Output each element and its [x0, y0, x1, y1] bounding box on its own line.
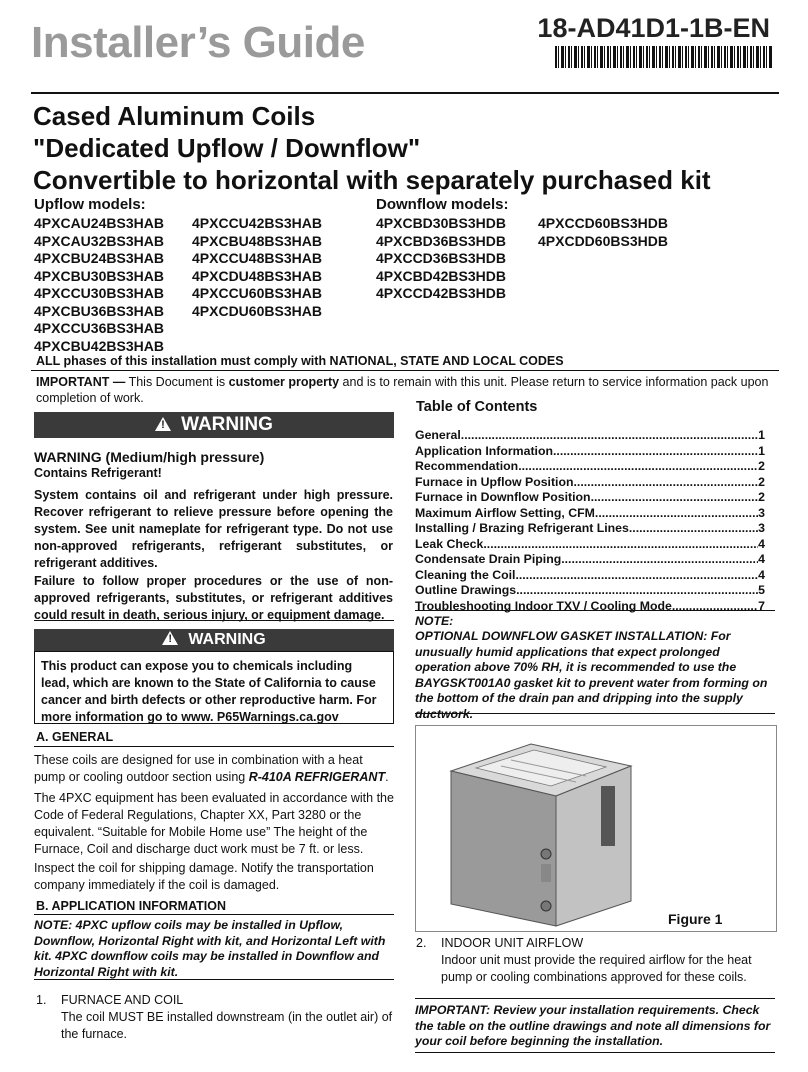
model-item: 4PXCBD42BS3HDB — [376, 267, 506, 284]
application-note: NOTE: 4PXC upflow coils may be installed in Upflow, Downflow, Horizontal Right with kit, and Horizontal Left with kit. 4PXC downflow coils may be installed in Downflow and Horizontal Right with kit. — [34, 918, 386, 979]
model-item: 4PXCBU24BS3HAB — [34, 250, 164, 266]
model-item: 4PXCDU48BS3HAB — [192, 267, 322, 284]
warning-rule — [34, 620, 394, 621]
toc-title: Table of Contents — [416, 399, 538, 415]
toc-entry-page: 4 — [758, 567, 765, 582]
barcode — [555, 46, 773, 68]
model-item: 4PXCBU48BS3HAB — [192, 232, 322, 249]
important-rule-top — [415, 998, 775, 999]
figure-caption: Figure 1 — [668, 911, 723, 927]
toc-leader — [483, 537, 758, 553]
note-rule — [34, 979, 394, 980]
toc-entry[interactable] — [415, 475, 765, 491]
important-notice: IMPORTANT — This Document is customer property and is to remain with this unit. Please return to service information pack upon completion of work. — [36, 375, 769, 405]
item-2-title: INDOOR UNIT AIRFLOW — [441, 936, 584, 950]
toc-entry-page: 3 — [758, 505, 765, 520]
toc-entry-page: 2 — [758, 474, 765, 489]
upflow-list-2 — [192, 214, 322, 319]
item-1-text: The coil MUST BE installed downstream (in the outlet air) of the furnace. — [61, 1010, 393, 1041]
toc-entry[interactable] — [415, 490, 765, 506]
model-item: 4PXCBU30BS3HAB — [34, 267, 164, 284]
toc-entry-label: Recommendation — [415, 459, 519, 473]
toc-leader — [515, 568, 758, 584]
toc-entry-label: Maximum Airflow Setting, CFM — [415, 505, 595, 520]
model-item: 4PXCDD60BS3HDB — [538, 232, 668, 249]
toc-entry[interactable] — [415, 568, 765, 584]
toc-entry-label: Leak Check — [415, 536, 484, 551]
toc-leader — [595, 506, 758, 522]
toc-entry-page: 3 — [758, 521, 765, 535]
toc-entry-label: Installing / Brazing Refrigerant Lines — [415, 521, 629, 535]
comply-statement: ALL phases of this installation must comply with NATIONAL, STATE AND LOCAL CODES — [36, 354, 564, 368]
important-rule-bottom — [415, 1052, 775, 1053]
toc-leader — [561, 552, 758, 568]
toc-entry-page: 2 — [758, 490, 765, 504]
coil-illustration — [416, 726, 776, 931]
table-of-contents — [415, 428, 765, 614]
toc-entry[interactable] — [415, 537, 765, 553]
header-rule — [31, 92, 779, 94]
guide-title: Installer’s Guide — [31, 18, 365, 67]
general-para-2: The 4PXC equipment has been evaluated in accordance with the Code of Federal Regulations, Chapter XX, Part 3280 or the equivalent. “Suitable for Mobile Home use” The height of the Furnace, Coil and discharge duct work must be 7 ft. or less. — [34, 791, 394, 856]
document-number: 18-AD41D1-1B-EN — [537, 13, 770, 43]
warning-para-2: Failure to follow proper procedures or the use of non-approved refrigerants, substitutes, or refrigerant additives could result in death, serious injury, or equipment damage. — [34, 574, 393, 622]
warning-icon: ! — [155, 417, 171, 431]
toc-entry-label: Cleaning the Coil — [415, 567, 516, 582]
gasket-note: OPTIONAL DOWNFLOW GASKET INSTALLATION: For unusually humid applications that expect prolonged operation above 70% RH, it is recommended to use the BAYGSKT001A0 gasket kit to prevent water from forming on the bottom of the drain pan and dripping into the supply ductwork. — [415, 629, 768, 721]
heading-line-3: Convertible to horizontal with separately purchased kit — [33, 165, 711, 195]
figure-1 — [415, 725, 777, 932]
item-2-number: 2. — [416, 936, 427, 950]
prop65-text: This product can expose you to chemicals including lead, which are known to the State of California to cause cancer and birth defects or other reproductive harm. For more information go to www. P65Warnings.ca.gov — [41, 659, 377, 724]
toc-leader — [591, 490, 759, 506]
note-top-rule — [415, 610, 775, 611]
toc-entry-page: 1 — [758, 428, 765, 442]
toc-leader — [461, 428, 758, 444]
toc-entry-label: Furnace in Downflow Position — [415, 490, 591, 504]
toc-entry-page: 4 — [758, 536, 765, 551]
important-label: IMPORTANT — — [36, 375, 126, 389]
model-item: 4PXCAU32BS3HAB — [34, 232, 164, 249]
toc-leader — [553, 444, 758, 460]
prop65-box — [34, 651, 394, 724]
toc-entry-label: Furnace in Upflow Position — [415, 474, 574, 489]
toc-entry-label: Condensate Drain Piping — [415, 552, 562, 566]
comply-rule — [31, 370, 779, 371]
warning-bar-2: ! WARNING — [34, 629, 394, 651]
upflow-label: Upflow models: — [34, 196, 146, 213]
toc-entry[interactable] — [415, 599, 765, 615]
toc-entry-label: Application Information — [415, 443, 553, 458]
item-1-number: 1. — [36, 993, 47, 1007]
toc-leader — [518, 459, 758, 475]
downflow-list-1 — [376, 214, 506, 302]
item-1-title: FURNACE AND COIL — [61, 993, 184, 1007]
model-item: 4PXCBU42BS3HAB — [34, 337, 164, 354]
warning-icon: ! — [162, 631, 178, 645]
model-item: 4PXCBD36BS3HDB — [376, 232, 506, 249]
model-item: 4PXCAU24BS3HAB — [34, 215, 164, 231]
model-item: 4PXCBU36BS3HAB — [34, 302, 164, 319]
upflow-list-1 — [34, 214, 164, 354]
downflow-label: Downflow models: — [376, 196, 509, 213]
heading-line-2: "Dedicated Upflow / Downflow" — [33, 133, 421, 163]
toc-leader — [672, 599, 758, 615]
toc-entry[interactable] — [415, 521, 765, 537]
toc-entry-page: 5 — [758, 583, 765, 597]
toc-entry-page: 2 — [758, 459, 765, 473]
heading-line-1: Cased Aluminum Coils — [33, 101, 316, 131]
downflow-list-2 — [538, 214, 668, 249]
toc-entry-page: 1 — [758, 443, 765, 458]
toc-entry[interactable] — [415, 506, 765, 522]
toc-entry[interactable] — [415, 444, 765, 460]
warning-bar-1: ! WARNING — [34, 412, 394, 438]
toc-leader — [574, 475, 759, 491]
toc-entry-page: 4 — [758, 552, 765, 566]
toc-entry[interactable] — [415, 459, 765, 475]
model-item: 4PXCCU30BS3HAB — [34, 285, 164, 301]
section-rule — [34, 914, 394, 915]
warning-subtitle: Contains Refrigerant! — [34, 466, 162, 480]
model-item: 4PXCCD42BS3HDB — [376, 285, 506, 301]
toc-entry[interactable] — [415, 583, 765, 599]
section-application-heading: B. APPLICATION INFORMATION — [36, 899, 227, 913]
model-item: 4PXCCD60BS3HDB — [538, 215, 668, 231]
toc-entry[interactable] — [415, 552, 765, 568]
general-para-3: Inspect the coil for shipping damage. Notify the transportation company immediately if the coil is damaged. — [34, 861, 374, 892]
model-item: 4PXCCU36BS3HAB — [34, 320, 164, 336]
model-item: 4PXCCD36BS3HDB — [376, 250, 506, 266]
toc-entry-page: 7 — [758, 598, 765, 613]
item-2-text: Indoor unit must provide the required airflow for the heat pump or cooling combinations approved for these coils. — [441, 953, 752, 984]
note-bottom-rule — [415, 713, 775, 714]
model-item: 4PXCDU60BS3HAB — [192, 302, 322, 319]
warning-para-1: System contains oil and refrigerant under high pressure. Recover refrigerant to relieve pressure before opening the system. See unit nameplate for refrigerant type. Do not use non-approved refrigerants, refrigerant substitutes, or refrigerant additives. — [34, 488, 393, 570]
model-item: 4PXCBD30BS3HDB — [376, 215, 506, 231]
general-para-1: These coils are designed for use in combination with a heat pump or cooling outdoor section using R-410A REFRIGERANT. — [34, 753, 389, 784]
toc-entry-label: Troubleshooting Indoor TXV / Cooling Mode — [415, 598, 672, 613]
model-item: 4PXCCU42BS3HAB — [192, 215, 322, 231]
toc-leader — [629, 521, 758, 537]
toc-entry-label: Outline Drawings — [415, 583, 517, 597]
model-item: 4PXCCU48BS3HAB — [192, 250, 322, 266]
important-review: IMPORTANT: Review your installation requirements. Check the table on the outline drawings and note all dimensions for your coil before beginning the installation. — [415, 1003, 771, 1048]
warning-title: WARNING (Medium/high pressure) — [34, 449, 265, 465]
section-rule — [34, 746, 394, 747]
toc-entry-label: General — [415, 428, 461, 442]
note-label: NOTE: — [415, 614, 454, 628]
toc-leader — [516, 583, 758, 599]
model-item: 4PXCCU60BS3HAB — [192, 285, 322, 301]
toc-entry[interactable] — [415, 428, 765, 444]
section-general-heading: A. GENERAL — [36, 730, 114, 744]
